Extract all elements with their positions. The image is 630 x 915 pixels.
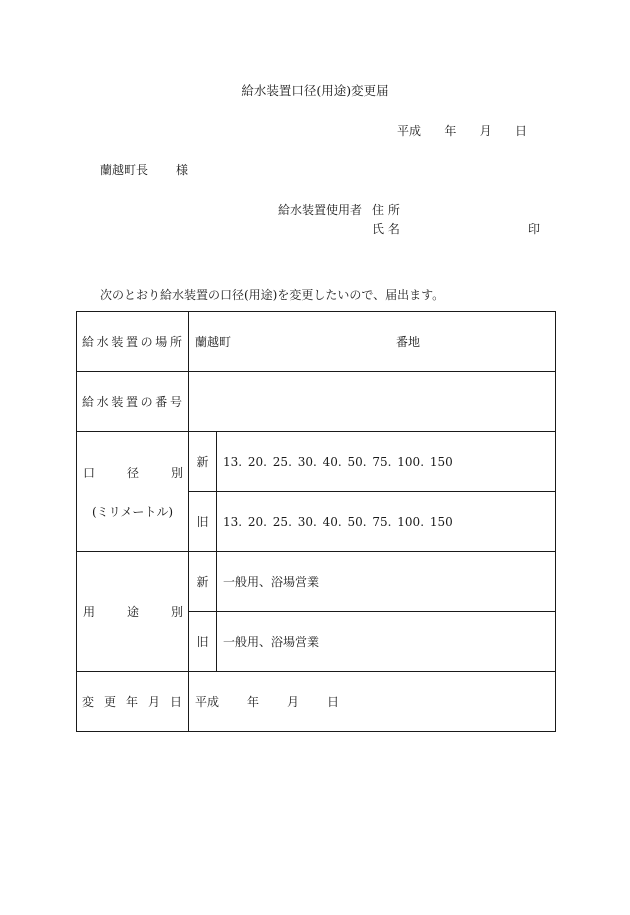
caliber-new-values-cell[interactable]: [217, 432, 556, 492]
change-form-table: [76, 311, 556, 732]
date-era: 平成: [397, 124, 422, 138]
change-date-era: 平成: [195, 695, 220, 709]
caliber-old-label: 旧: [189, 492, 217, 552]
date-day: 日: [514, 124, 527, 138]
addressee-honorific: 様: [176, 163, 189, 177]
date-month: 月: [479, 124, 492, 138]
usage-old-label: 旧: [189, 612, 217, 672]
applicant-address-label: 住 所: [372, 203, 400, 217]
table-row-change-date: [77, 672, 556, 732]
usage-label-cell: [77, 552, 189, 672]
change-date-day: 日: [327, 695, 340, 709]
number-label-cell: [77, 372, 189, 432]
table-row-location: [77, 312, 556, 372]
change-date-month: 月: [287, 695, 300, 709]
change-date-year: 年: [247, 695, 260, 709]
usage-old-values-cell[interactable]: [217, 612, 556, 672]
usage-label: 用 途 別: [83, 605, 183, 619]
change-date-label: 変 更 年 月 日: [82, 695, 182, 709]
submission-date: [397, 124, 527, 138]
caliber-old-values: 13. 20. 25. 30. 40. 50. 75. 100. 150: [223, 514, 453, 529]
usage-new-values-cell[interactable]: [217, 552, 556, 612]
seal-mark: 印: [528, 222, 541, 236]
change-date-label-cell: [77, 672, 189, 732]
location-banchi: 番地: [396, 335, 421, 349]
location-value-cell[interactable]: [189, 312, 556, 372]
document-title: 給水装置口径(用途)変更届: [241, 83, 389, 98]
caliber-old-values-cell[interactable]: [217, 492, 556, 552]
usage-new-values: 一般用、浴場営業: [223, 575, 320, 589]
caliber-new-label: 新: [189, 432, 217, 492]
caliber-new-values: 13. 20. 25. 30. 40. 50. 75. 100. 150: [223, 454, 453, 469]
location-label-cell: [77, 312, 189, 372]
date-year: 年: [444, 124, 457, 138]
table-row-caliber-new: [77, 432, 556, 492]
addressee-name: 蘭越町長: [100, 163, 149, 177]
addressee: [100, 163, 188, 177]
intro-text: 次のとおり給水装置の口径(用途)を変更したいので、届出ます。: [100, 288, 445, 302]
usage-new-label: 新: [189, 552, 217, 612]
location-label: 給 水 装 置 の 場 所: [82, 335, 182, 349]
caliber-unit: (ミリメートル): [91, 504, 174, 519]
usage-old-values: 一般用、浴場営業: [223, 635, 320, 649]
number-value-cell[interactable]: [189, 372, 556, 432]
table-row-usage-new: [77, 552, 556, 612]
change-date-value-cell[interactable]: [189, 672, 556, 732]
table-row-number: [77, 372, 556, 432]
caliber-label-cell: [77, 432, 189, 552]
location-town: 蘭越町: [195, 335, 232, 349]
caliber-label: 口 径 別: [83, 465, 183, 480]
number-label: 給 水 装 置 の 番 号: [82, 395, 182, 409]
applicant-label: 給水装置使用者: [278, 203, 363, 217]
applicant-name-label: 氏 名: [372, 222, 400, 236]
